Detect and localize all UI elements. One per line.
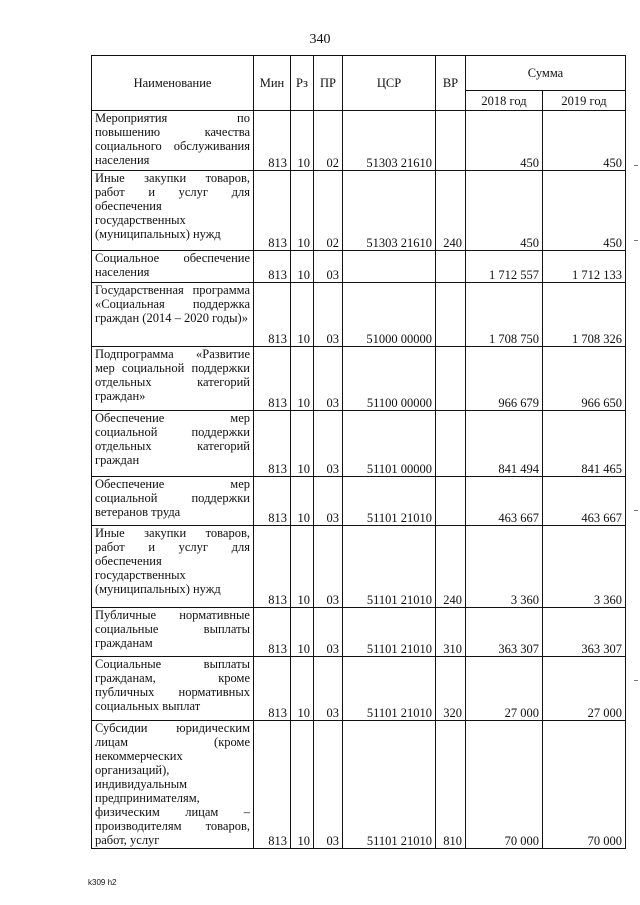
row-name: Обеспечение мер социальной поддержки ветеранов труда: [92, 477, 254, 526]
row-name: Субсидии юридическим лицам (кроме некоммерческих организаций), индивидуальным предпринимателям, физическим лицам – производителям товаров, работ, услуг: [92, 721, 254, 849]
table-row: [92, 347, 626, 411]
row-2018: 450: [466, 171, 543, 251]
row-name: Социальное обеспечение населения: [92, 251, 254, 283]
row-csr: 51101 21010: [343, 721, 436, 849]
row-2019: 450: [543, 111, 626, 171]
row-csr: 51101 21010: [343, 657, 436, 721]
row-vr: 310: [436, 608, 466, 657]
row-pr: 03: [314, 657, 343, 721]
row-pr: 02: [314, 171, 343, 251]
row-min: 813: [254, 111, 291, 171]
row-pr: 03: [314, 721, 343, 849]
row-2018: 450: [466, 111, 543, 171]
row-name: Подпрограмма «Развитие мер социальной поддержки отдельных категорий граждан»: [92, 347, 254, 411]
table-row: [92, 721, 626, 849]
row-rz: 10: [291, 111, 314, 171]
row-rz: 10: [291, 347, 314, 411]
table-row: [92, 111, 626, 171]
row-pr: 02: [314, 111, 343, 171]
row-csr: 51000 00000: [343, 283, 436, 347]
row-pr: 03: [314, 347, 343, 411]
row-csr: 51101 00000: [343, 411, 436, 477]
header-csr: ЦСР: [343, 56, 436, 111]
row-rz: 10: [291, 251, 314, 283]
row-rz: 10: [291, 526, 314, 608]
row-pr: 03: [314, 526, 343, 608]
row-name: Обеспечение мер социальной поддержки отдельных категорий граждан: [92, 411, 254, 477]
row-rz: 10: [291, 477, 314, 526]
row-csr: 51303 21610: [343, 111, 436, 171]
scan-edge-mark: [634, 240, 638, 241]
budget-table: [91, 55, 626, 849]
header-year-2019: 2019 год: [543, 91, 626, 111]
table-row: [92, 283, 626, 347]
row-2018: 27 000: [466, 657, 543, 721]
scan-edge-mark: [634, 510, 638, 511]
row-name: Публичные нормативные социальные выплаты гражданам: [92, 608, 254, 657]
scan-edge-mark: [634, 165, 638, 166]
row-csr: 51101 21010: [343, 477, 436, 526]
row-vr: [436, 477, 466, 526]
table-row: [92, 171, 626, 251]
row-2018: 463 667: [466, 477, 543, 526]
row-name: Государственная программа «Социальная поддержка граждан (2014 – 2020 годы)»: [92, 283, 254, 347]
row-2019: 363 307: [543, 608, 626, 657]
table-row: [92, 251, 626, 283]
row-vr: 240: [436, 526, 466, 608]
row-min: 813: [254, 477, 291, 526]
row-2018: 1 708 750: [466, 283, 543, 347]
row-pr: 03: [314, 608, 343, 657]
header-rz: Рз: [291, 56, 314, 111]
row-vr: [436, 251, 466, 283]
row-min: 813: [254, 411, 291, 477]
row-name: Мероприятия по повышению качества социального обслуживания населения: [92, 111, 254, 171]
row-2019: 27 000: [543, 657, 626, 721]
row-2019: 3 360: [543, 526, 626, 608]
row-2019: 463 667: [543, 477, 626, 526]
row-rz: 10: [291, 283, 314, 347]
row-pr: 03: [314, 411, 343, 477]
row-min: 813: [254, 608, 291, 657]
row-2019: 450: [543, 171, 626, 251]
row-min: 813: [254, 283, 291, 347]
row-min: 813: [254, 347, 291, 411]
table-row: [92, 526, 626, 608]
row-min: 813: [254, 526, 291, 608]
row-vr: [436, 347, 466, 411]
row-rz: 10: [291, 657, 314, 721]
row-2019: 1 712 133: [543, 251, 626, 283]
row-min: 813: [254, 657, 291, 721]
row-vr: 810: [436, 721, 466, 849]
row-csr: 51101 21010: [343, 608, 436, 657]
header-name: Наименование: [92, 56, 254, 111]
row-2019: 1 708 326: [543, 283, 626, 347]
row-2018: 363 307: [466, 608, 543, 657]
row-min: 813: [254, 171, 291, 251]
row-vr: [436, 111, 466, 171]
row-2018: 966 679: [466, 347, 543, 411]
row-csr: 51303 21610: [343, 171, 436, 251]
row-rz: 10: [291, 608, 314, 657]
row-vr: [436, 283, 466, 347]
header-year-2018: 2018 год: [466, 91, 543, 111]
row-2018: 3 360: [466, 526, 543, 608]
row-rz: 10: [291, 411, 314, 477]
table-row: [92, 477, 626, 526]
row-2018: 1 712 557: [466, 251, 543, 283]
row-name: Иные закупки товаров, работ и услуг для обеспечения государственных (муниципальных) нужд: [92, 171, 254, 251]
row-rz: 10: [291, 171, 314, 251]
row-csr: 51101 21010: [343, 526, 436, 608]
table-row: [92, 608, 626, 657]
row-min: 813: [254, 251, 291, 283]
row-pr: 03: [314, 477, 343, 526]
row-2019: 70 000: [543, 721, 626, 849]
table-row: [92, 411, 626, 477]
row-2018: 70 000: [466, 721, 543, 849]
row-pr: 03: [314, 251, 343, 283]
header-sum: Сумма: [466, 56, 626, 91]
scan-edge-mark: [634, 680, 638, 681]
row-name: Социальные выплаты гражданам, кроме публичных нормативных социальных выплат: [92, 657, 254, 721]
row-vr: [436, 411, 466, 477]
header-pr: ПР: [314, 56, 343, 111]
page-number: 340: [309, 32, 331, 47]
header-min: Мин: [254, 56, 291, 111]
row-pr: 03: [314, 283, 343, 347]
row-2019: 841 465: [543, 411, 626, 477]
row-csr: [343, 251, 436, 283]
row-2018: 841 494: [466, 411, 543, 477]
table-row: [92, 657, 626, 721]
row-vr: 240: [436, 171, 466, 251]
row-2019: 966 650: [543, 347, 626, 411]
row-name: Иные закупки товаров, работ и услуг для обеспечения государственных (муниципальных) нужд: [92, 526, 254, 608]
header-vr: ВР: [436, 56, 466, 111]
row-rz: 10: [291, 721, 314, 849]
row-csr: 51100 00000: [343, 347, 436, 411]
footer-code: k309 h2: [88, 878, 117, 887]
row-vr: 320: [436, 657, 466, 721]
row-min: 813: [254, 721, 291, 849]
